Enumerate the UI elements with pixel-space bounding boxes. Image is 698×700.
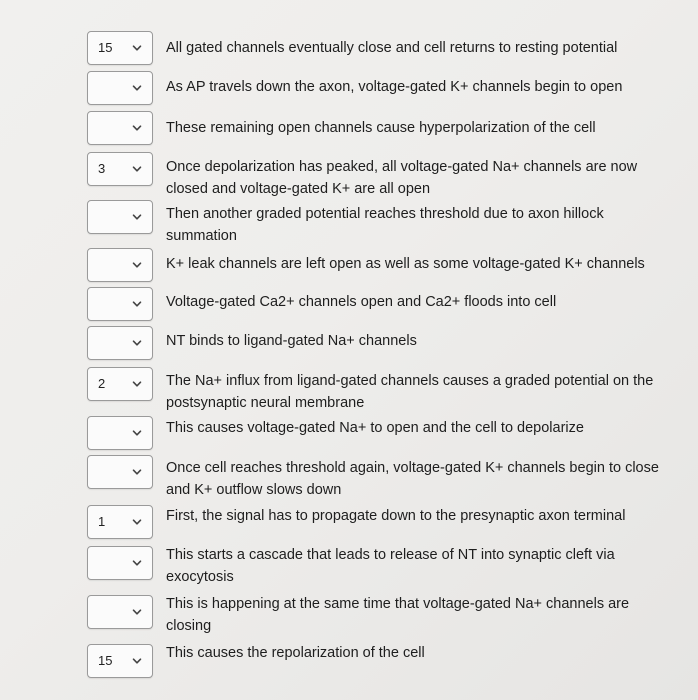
order-select[interactable]: [87, 326, 153, 360]
order-select-value: 1: [98, 514, 106, 529]
chevron-down-icon: [131, 466, 143, 478]
chevron-down-icon: [131, 606, 143, 618]
step-text: Voltage-gated Ca2+ channels open and Ca2+ floods into cell: [166, 294, 557, 310]
step-text: NT binds to ligand-gated Na+ channels: [166, 333, 417, 349]
chevron-down-icon: [131, 516, 143, 528]
chevron-down-icon: [131, 655, 143, 667]
chevron-down-icon: [131, 557, 143, 569]
step-text: First, the signal has to propagate down to the presynaptic axon terminal: [166, 508, 626, 524]
step-text: This causes voltage-gated Na+ to open and the cell to depolarize: [166, 420, 584, 436]
order-select-value: 15: [98, 40, 113, 55]
chevron-down-icon: [131, 82, 143, 94]
step-text: This is happening at the same time that voltage-gated Na+ channels are closing: [166, 596, 630, 634]
step-text: This starts a cascade that leads to release of NT into synaptic cleft via exocytosis: [166, 547, 615, 585]
order-select[interactable]: [87, 248, 153, 282]
order-select[interactable]: [87, 595, 153, 629]
order-select-value: 2: [98, 376, 106, 391]
chevron-down-icon: [131, 427, 143, 439]
order-select[interactable]: [87, 287, 153, 321]
order-select[interactable]: [87, 455, 153, 489]
step-text: Once depolarization has peaked, all voltage-gated Na+ channels are now closed and voltage-gated K+ are all open: [166, 159, 638, 197]
step-text: Once cell reaches threshold again, voltage-gated K+ channels begin to close and K+ outflow slows down: [166, 460, 659, 498]
chevron-down-icon: [131, 42, 143, 54]
order-select[interactable]: [87, 644, 153, 678]
order-select[interactable]: [87, 505, 153, 539]
step-text: Then another graded potential reaches threshold due to axon hillock summation: [166, 206, 604, 244]
step-text: All gated channels eventually close and cell returns to resting potential: [166, 40, 618, 56]
order-select[interactable]: [87, 416, 153, 450]
order-select-value: 3: [98, 161, 106, 176]
order-select[interactable]: [87, 367, 153, 401]
step-text: As AP travels down the axon, voltage-gated K+ channels begin to open: [166, 79, 623, 95]
step-text: These remaining open channels cause hyperpolarization of the cell: [166, 120, 596, 136]
order-select-value: 15: [98, 653, 113, 668]
order-select[interactable]: [87, 546, 153, 580]
chevron-down-icon: [131, 163, 143, 175]
step-text: K+ leak channels are left open as well as some voltage-gated K+ channels: [166, 256, 645, 272]
order-select[interactable]: [87, 31, 153, 65]
order-select[interactable]: [87, 111, 153, 145]
order-select[interactable]: [87, 200, 153, 234]
step-text: The Na+ influx from ligand-gated channels causes a graded potential on the postsynaptic neural membrane: [166, 373, 654, 411]
order-select[interactable]: [87, 152, 153, 186]
step-text: This causes the repolarization of the cell: [166, 645, 425, 661]
chevron-down-icon: [131, 298, 143, 310]
chevron-down-icon: [131, 122, 143, 134]
chevron-down-icon: [131, 337, 143, 349]
chevron-down-icon: [131, 378, 143, 390]
chevron-down-icon: [131, 259, 143, 271]
chevron-down-icon: [131, 211, 143, 223]
order-select[interactable]: [87, 71, 153, 105]
